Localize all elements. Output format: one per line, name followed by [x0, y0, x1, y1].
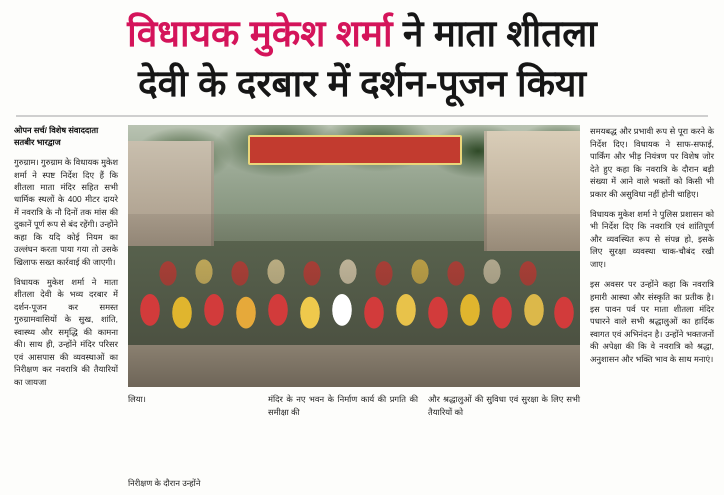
- column-left: [14, 125, 118, 455]
- byline-line1: ओपन सर्च/ विशेष संवाददाता: [14, 126, 99, 136]
- footer-caption-row: [14, 478, 710, 489]
- headline-line2: देवी के दरबार में दर्शन-पूजन किया: [137, 62, 587, 104]
- caption-a-line1: लिया।: [128, 394, 146, 405]
- header-divider: [16, 115, 708, 117]
- footer-spacer: [14, 478, 118, 489]
- photo-banner: [248, 135, 462, 165]
- byline-line2: सतबीर भारद्वाज: [14, 138, 61, 148]
- page-title: [14, 10, 710, 105]
- left-paragraph-1: गुरुग्राम। गुरुग्राम के विधायक मुकेश शर्मा ने स्पष्ट निर्देश दिए हैं कि शीतला माता मंदिर सहित सभी धार्मिक स्थलों के 400 मीटर दायरे में नवरात्रि के नौ दिनों तक मांस की दुकानें पूर्ण रूप से बंद रहेंगी। उन्होंने कहा कि यदि कोई नियम का उल्लंघन करता पाया गया तो उसके खिलाफ सख्त कार्रवाई की जाएगी।: [14, 157, 118, 267]
- left-paragraph-2: विधायक मुकेश शर्मा ने माता शीतला देवी के भव्य दरबार में दर्शन-पूजन कर समस्त गुरुग्रामवासियों के सुख, शांति, स्वास्थ्य और समृद्धि की कामना की। साथ ही, उन्होंने मंदिर परिसर एवं आसपास की व्यवस्थाओं का निरीक्षण कर नवरात्रि की तैयारियों का जायजा: [14, 277, 118, 387]
- byline: [14, 125, 118, 149]
- right-paragraph-2: विधायक मुकेश शर्मा ने पुलिस प्रशासन को भी निर्देश दिए कि नवरात्रि एवं शांतिपूर्ण और व्यवस्थित रूप से संपन्न हो, इसके लिए सुरक्षा व्यवस्था चाक-चौबंद रखी जाए।: [590, 208, 714, 269]
- headline-line1-pink: विधायक मुकेश शर्मा: [127, 13, 393, 54]
- caption-column-c: [428, 393, 580, 418]
- photo-crowd-front-row: [128, 214, 580, 350]
- caption-column-a: [128, 393, 258, 418]
- column-middle: [128, 125, 580, 455]
- caption-b-text: मंदिर के नए भवन के निर्माण कार्य की प्रगति की समीक्षा की: [268, 394, 418, 417]
- group-photo-temple-visit: [128, 125, 580, 387]
- caption-c-text: और श्रद्धालुओं की सुविधा एवं सुरक्षा के लिए सभी तैयारियों को: [428, 394, 580, 417]
- column-right: [590, 125, 714, 455]
- right-paragraph-3: इस अवसर पर उन्होंने कहा कि नवरात्रि हमारी आस्था और संस्कृति का प्रतीक है। इस पावन पर्व पर माता शीतला मंदिर पधारने वाले सभी श्रद्धालुओं का हार्दिक स्वागत एवं अभिनंदन है। उन्होंने भक्तजनों की अपेक्षा की कि वे नवरात्रि को श्रद्धा, अनुशासन और भक्ति भाव के साथ मनाएं।: [590, 279, 714, 364]
- caption-row: [128, 393, 580, 418]
- headline-line1-black: ने माता शीतला: [392, 13, 597, 54]
- caption-column-b: [268, 393, 418, 418]
- right-paragraph-1: समयबद्ध और प्रभावी रूप से पूरा करने के निर्देश दिए। विधायक ने साफ-सफाई, पार्किंग और भीड़ नियंत्रण पर विशेष जोर देते हुए कहा कि नवरात्रि के दौरान बड़ी संख्या में आने वाले भक्तों को किसी भी प्रकार की असुविधा नहीं होनी चाहिए।: [590, 126, 714, 199]
- photo-ground: [128, 345, 580, 387]
- article-columns: [14, 125, 714, 455]
- footer-caption-a: निरीक्षण के दौरान उन्होंने: [128, 478, 201, 488]
